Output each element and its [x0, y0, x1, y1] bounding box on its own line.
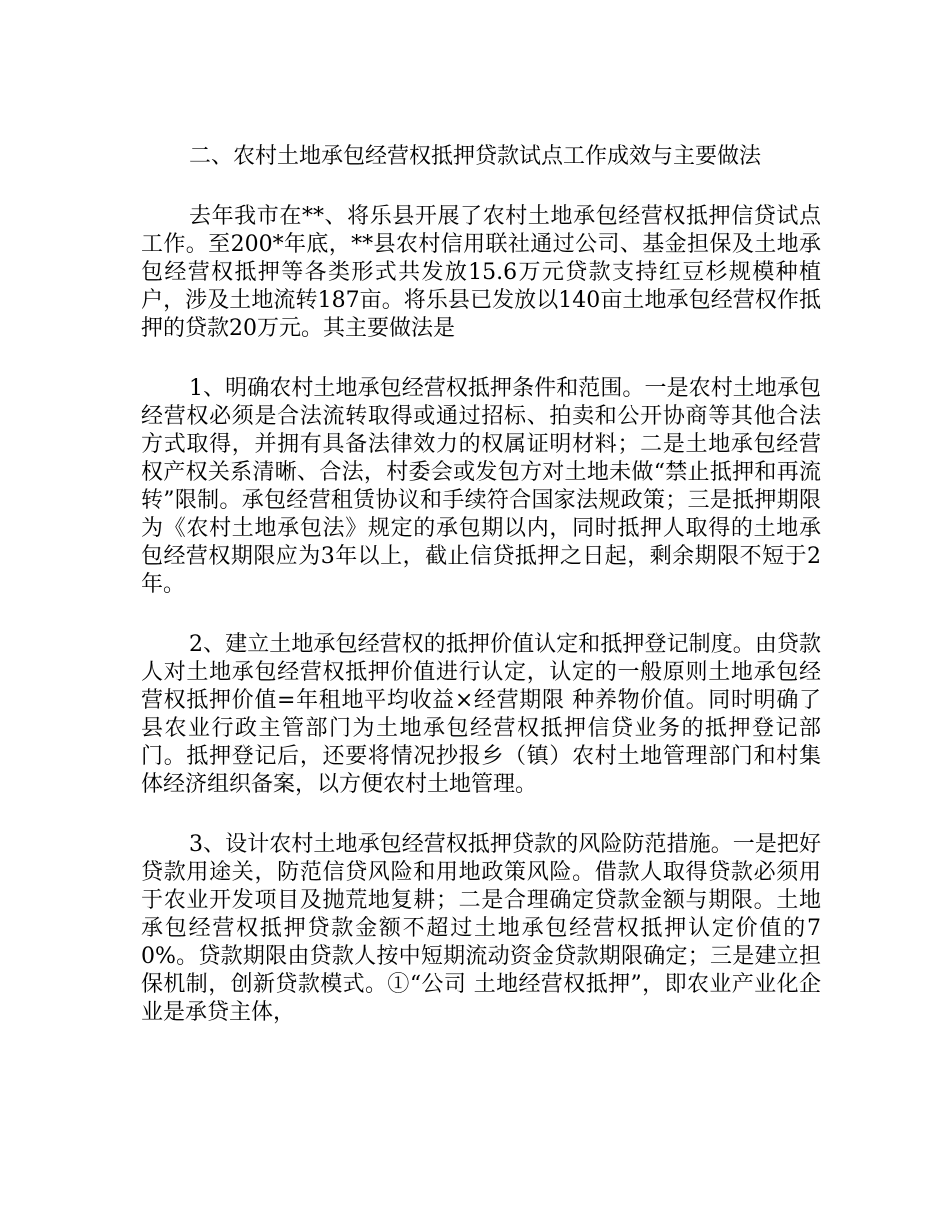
document-body: [141, 143, 821, 1059]
paragraph-intro: 去年我市在**、将乐县开展了农村土地承包经营权抵押信贷试点工作。至200*年底，**县农村信用联社通过公司、基金担保及土地承包经营权抵押等各类形式共发放15.6万元贷款支持红豆杉规模种植户，涉及土地流转187亩。将乐县已发放以140亩土地承包经营权作抵押的贷款20万元。其主要做法是: [141, 204, 821, 341]
section-heading: 二、农村土地承包经营权抵押贷款试点工作成效与主要做法: [189, 144, 762, 169]
paragraph-item-3: 3、设计农村土地承包经营权抵押贷款的风险防范措施。一是把好贷款用途关，防范信贷风险和用地政策风险。借款人取得贷款必须用于农业开发项目及抛荒地复耕；二是合理确定贷款金额与期限。土地承包经营权抵押贷款金额不超过土地承包经营权抵押认定价值的70%。贷款期限由贷款人按中短期流动资金贷款期限确定；三是建立担保机制，创新贷款模式。①“公司 土地经营权抵押”，即农业产业化企业是承贷主体，: [141, 832, 821, 1025]
paragraph-item-2: 2、建立土地承包经营权的抵押价值认定和抵押登记制度。由贷款人对土地承包经营权抵押价值进行认定，认定的一般原则土地承包经营权抵押价值=年租地平均收益×经营期限 种养物价值。同时明确了县农业行政主管部门为土地承包经营权抵押信贷业务的抵押登记部门。抵押登记后，还要将情况抄报乡（镇）农村土地管理部门和村集体经济组织备案，以方便农村土地管理。: [141, 632, 821, 797]
paragraph-item-1: 1、明确农村土地承包经营权抵押条件和范围。一是农村土地承包经营权必须是合法流转取得或通过招标、拍卖和公开协商等其他合法方式取得，并拥有具备法律效力的权属证明材料；二是土地承包经营权产权关系清晰、合法，村委会或发包方对土地未做“禁止抵押和再流转”限制。承包经营租赁协议和手续符合国家法规政策；三是抵押期限为《农村土地承包法》规定的承包期以内，同时抵押人取得的土地承包经营权期限应为3年以上，截止信贷抵押之日起，剩余期限不短于2年。: [141, 376, 821, 597]
